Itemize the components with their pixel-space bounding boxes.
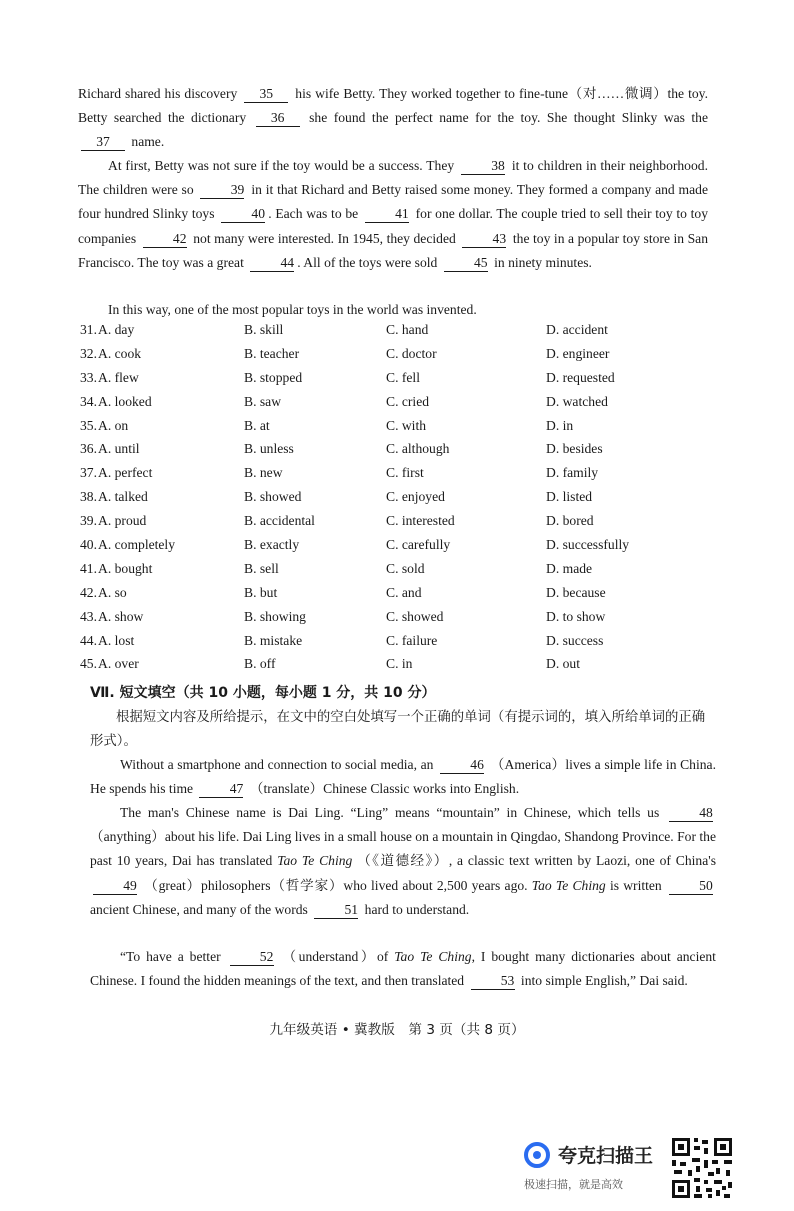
option-b: B. but bbox=[244, 584, 278, 600]
option-b: B. skill bbox=[244, 322, 284, 337]
question-number: 45. bbox=[80, 656, 97, 672]
option-a: A. day bbox=[98, 322, 135, 337]
blank-49: 49 bbox=[93, 878, 137, 895]
option-d: D. to show bbox=[546, 608, 606, 624]
option-b: B. saw bbox=[244, 393, 282, 409]
option-d: D. success bbox=[546, 632, 604, 648]
question-number: 37. bbox=[80, 465, 97, 481]
option-c: C. cried bbox=[386, 393, 430, 409]
question-number: 34. bbox=[80, 393, 97, 409]
question-number: 33. bbox=[80, 369, 97, 385]
option-c: C. although bbox=[386, 441, 450, 457]
passage2-paragraph-1: Without a smartphone and connection to social media, an 46 （America）lives a simple life in China. He spends his time 47 （translate）Chinese Classic works into English. bbox=[90, 757, 716, 797]
option-d: D. because bbox=[546, 584, 606, 600]
option-d: D. out bbox=[546, 656, 580, 672]
blank-42: 42 bbox=[143, 231, 187, 248]
option-a: A. bought bbox=[98, 560, 153, 576]
option-b: B. exactly bbox=[244, 537, 300, 553]
option-c: C. showed bbox=[386, 608, 444, 624]
option-d: D. in bbox=[546, 417, 574, 433]
option-a: A. over bbox=[98, 656, 139, 672]
option-b: B. mistake bbox=[244, 632, 303, 648]
blank-44: 44 bbox=[250, 255, 294, 272]
option-c: C. in bbox=[386, 656, 413, 672]
blank-43: 43 bbox=[462, 231, 506, 248]
scanner-watermark bbox=[524, 1138, 664, 1198]
option-row bbox=[80, 561, 710, 585]
option-a: A. talked bbox=[98, 489, 148, 505]
option-c: C. failure bbox=[386, 632, 438, 648]
option-row bbox=[80, 370, 710, 394]
option-b: B. sell bbox=[244, 560, 279, 576]
passage-paragraph-1: Richard shared his discovery 35 his wife Betty. They worked together to fine-tune（对……微调）the toy. Betty searched the dictionary 36 she found the perfect name for the toy. She thought Slinky was the 37 name. bbox=[78, 86, 708, 150]
option-c: C. enjoyed bbox=[386, 489, 445, 505]
page-footer: 九年级英语 • 冀教版 第 3 页（共 8 页） bbox=[269, 1022, 525, 1038]
section-instructions: 根据短文内容及所给提示，在文中的空白处填写一个正确的单词（有提示词的，填入所给单词的正确形式）。 bbox=[90, 710, 706, 749]
option-a: A. flew bbox=[98, 369, 139, 385]
book-title: Tao Te Ching bbox=[277, 853, 353, 869]
question-number: 31. bbox=[80, 322, 97, 337]
book-title: Tao Te Ching bbox=[394, 949, 472, 964]
options-list bbox=[80, 322, 710, 680]
passage-paragraph-2: At first, Betty was not sure if the toy would be a success. They 38 it to children in their neighborhood. The children were so 39 in it that Richard and Betty raised some money. They formed a company and made four hundred Slinky toys 40 . Each was to be 41 for one dollar. The couple tried to sell their toy to toy companies 42 not many were interested. In 1945, they decided 43 the toy in a popular toy store in San Francisco. The toy was a great 44 . All of the toys were sold 45 in ninety minutes. bbox=[78, 158, 709, 270]
blank-40: 40 bbox=[221, 206, 265, 223]
option-row bbox=[80, 418, 710, 442]
scanner-logo-icon bbox=[524, 1142, 550, 1168]
option-b: B. stopped bbox=[244, 369, 303, 385]
blank-41: 41 bbox=[365, 206, 409, 223]
book-title: Tao Te Ching bbox=[531, 877, 606, 893]
passage2-paragraph-2: The man's Chinese name is Dai Ling. “Ling” means “mountain” in Chinese, which tells us 48 （anything）about his life. Dai Ling lives in a small house on a mountain in Qingdao, Shandong Province. For the past 10 years, Dai has translated Tao Te Ching （《道德经》）, a classic text written by Laozi, one of China's 49 （great）philosophers（哲学家）who lived about 2,500 years ago. Tao Te Ching is written 50 ancient Chinese, and many of the words 51 hard to understand. bbox=[90, 805, 716, 917]
blank-46: 46 bbox=[440, 757, 484, 774]
question-number: 38. bbox=[80, 489, 97, 505]
option-d: D. bored bbox=[546, 513, 594, 529]
option-c: C. carefully bbox=[386, 537, 451, 553]
scanner-slogan: 极速扫描，就是高效 bbox=[524, 1178, 623, 1191]
option-c: C. sold bbox=[386, 560, 425, 576]
option-row bbox=[80, 656, 710, 680]
blank-52: 52 bbox=[230, 949, 274, 966]
passage2-paragraph-3: “To have a better 52 （understand）of Tao Te Ching, I bought many dictionaries about ancient Chinese. I found the hidden meanings of the text, and then translated 53 into simple English,” Dai said. bbox=[90, 949, 716, 989]
option-d: D. family bbox=[546, 465, 599, 481]
option-b: B. off bbox=[244, 656, 276, 672]
question-number: 36. bbox=[80, 441, 97, 457]
question-number: 43. bbox=[80, 608, 97, 624]
question-number: 42. bbox=[80, 584, 97, 600]
section-title: Ⅶ. 短文填空（共 10 小题，每小题 1 分，共 10 分） bbox=[90, 685, 436, 701]
option-b: B. at bbox=[244, 417, 270, 433]
option-a: A. on bbox=[98, 417, 129, 433]
option-b: B. accidental bbox=[244, 513, 315, 529]
option-d: D. successfully bbox=[546, 537, 630, 553]
option-row bbox=[80, 609, 710, 633]
passage-paragraph-3: In this way, one of the most popular toys in the world was invented. bbox=[108, 302, 477, 317]
question-number: 39. bbox=[80, 513, 97, 529]
option-b: B. teacher bbox=[244, 345, 300, 361]
question-number: 35. bbox=[80, 417, 97, 433]
question-number: 41. bbox=[80, 560, 97, 576]
option-c: C. hand bbox=[386, 322, 429, 337]
blank-48: 48 bbox=[669, 805, 713, 822]
option-b: B. unless bbox=[244, 441, 294, 457]
option-b: B. new bbox=[244, 465, 283, 481]
option-b: B. showed bbox=[244, 489, 302, 505]
option-a: A. lost bbox=[98, 632, 135, 648]
option-row bbox=[80, 394, 710, 418]
option-a: A. until bbox=[98, 441, 140, 457]
qr-code-icon bbox=[670, 1136, 734, 1200]
blank-39: 39 bbox=[200, 182, 244, 199]
blank-53: 53 bbox=[471, 973, 515, 990]
option-row bbox=[80, 346, 710, 370]
option-a: A. proud bbox=[98, 513, 147, 529]
question-number: 32. bbox=[80, 345, 97, 361]
option-row bbox=[80, 322, 710, 346]
option-c: C. first bbox=[386, 465, 424, 481]
blank-50: 50 bbox=[669, 878, 713, 895]
option-c: C. doctor bbox=[386, 345, 437, 361]
option-a: A. cook bbox=[98, 345, 142, 361]
question-number: 40. bbox=[80, 537, 97, 553]
blank-38: 38 bbox=[461, 158, 505, 175]
option-d: D. accident bbox=[546, 322, 608, 337]
option-c: C. fell bbox=[386, 369, 420, 385]
option-a: A. so bbox=[98, 584, 127, 600]
blank-36: 36 bbox=[256, 110, 300, 127]
option-d: D. watched bbox=[546, 393, 608, 409]
option-a: A. show bbox=[98, 608, 144, 624]
option-row bbox=[80, 633, 710, 657]
blank-47: 47 bbox=[199, 781, 243, 798]
option-row bbox=[80, 465, 710, 489]
option-c: C. with bbox=[386, 417, 427, 433]
option-d: D. besides bbox=[546, 441, 603, 457]
option-c: C. interested bbox=[386, 513, 455, 529]
blank-51: 51 bbox=[314, 902, 358, 919]
option-d: D. listed bbox=[546, 489, 593, 505]
option-row bbox=[80, 585, 710, 609]
option-a: A. perfect bbox=[98, 465, 153, 481]
question-number: 44. bbox=[80, 632, 97, 648]
blank-35: 35 bbox=[244, 86, 288, 103]
option-row bbox=[80, 441, 710, 465]
option-row bbox=[80, 537, 710, 561]
option-d: D. made bbox=[546, 560, 593, 576]
option-b: B. showing bbox=[244, 608, 306, 624]
option-row bbox=[80, 513, 710, 537]
option-c: C. and bbox=[386, 584, 422, 600]
option-a: A. looked bbox=[98, 393, 152, 409]
option-a: A. completely bbox=[98, 537, 176, 553]
blank-37: 37 bbox=[81, 134, 125, 151]
option-row bbox=[80, 489, 710, 513]
option-d: D. requested bbox=[546, 369, 615, 385]
option-d: D. engineer bbox=[546, 345, 610, 361]
blank-45: 45 bbox=[444, 255, 488, 272]
scanner-app-name: 夸克扫描王 bbox=[558, 1145, 654, 1167]
